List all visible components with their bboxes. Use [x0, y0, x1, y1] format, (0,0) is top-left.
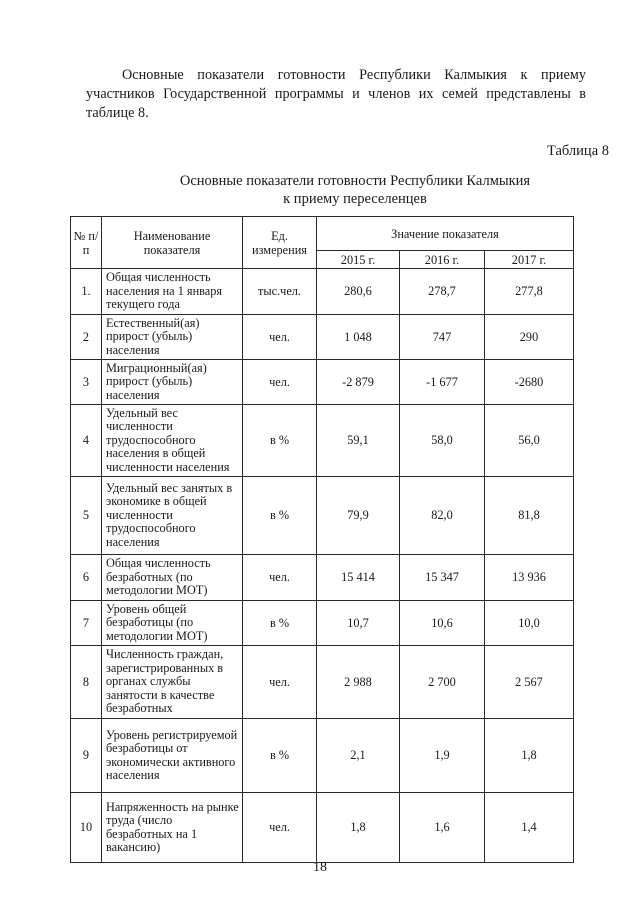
- header-year-2016: 2016 г.: [400, 251, 485, 269]
- table-label: Таблица 8: [546, 143, 609, 159]
- row-unit: чел.: [243, 315, 317, 360]
- row-value-2017: 277,8: [485, 269, 574, 315]
- row-name: Уровень общей безработицы (по методологии МОТ): [102, 601, 243, 646]
- row-value-2016: 278,7: [400, 269, 485, 315]
- row-value-2016: 1,9: [400, 719, 485, 793]
- table-row: [71, 601, 574, 646]
- header-values: Значение показателя: [317, 217, 574, 251]
- row-name: Естественный(ая) прирост (убыль) населения: [102, 315, 243, 360]
- table-row: [71, 269, 574, 315]
- row-value-2016: 2 700: [400, 646, 485, 719]
- row-unit: чел.: [243, 555, 317, 601]
- row-name: Удельный вес численности трудоспособного населения в общей численности населения: [102, 405, 243, 477]
- row-unit: чел.: [243, 793, 317, 863]
- table-row: [71, 555, 574, 601]
- table-row: [71, 719, 574, 793]
- row-value-2017: 81,8: [485, 477, 574, 555]
- header-year-2015: 2015 г.: [317, 251, 400, 269]
- indicators-table: [70, 216, 574, 863]
- page-number: 18: [313, 860, 327, 875]
- row-value-2015: 2,1: [317, 719, 400, 793]
- row-value-2016: 58,0: [400, 405, 485, 477]
- row-name: Удельный вес занятых в экономике в общей численности трудоспособного населения: [102, 477, 243, 555]
- row-value-2017: 1,4: [485, 793, 574, 863]
- row-value-2017: 56,0: [485, 405, 574, 477]
- row-num: 9: [71, 719, 102, 793]
- row-num: 5: [71, 477, 102, 555]
- table-title-line-2: к приему переселенцев: [283, 191, 427, 207]
- row-unit: чел.: [243, 360, 317, 405]
- row-num: 10: [71, 793, 102, 863]
- row-unit: в %: [243, 477, 317, 555]
- row-num: 2: [71, 315, 102, 360]
- row-value-2015: 2 988: [317, 646, 400, 719]
- row-value-2015: 1,8: [317, 793, 400, 863]
- table-row: [71, 793, 574, 863]
- header-name: Наименование показателя: [102, 217, 243, 269]
- row-value-2017: 1,8: [485, 719, 574, 793]
- header-year-2017: 2017 г.: [485, 251, 574, 269]
- row-num: 7: [71, 601, 102, 646]
- table-title: [100, 172, 610, 208]
- row-value-2015: 15 414: [317, 555, 400, 601]
- table-row: [71, 405, 574, 477]
- row-value-2017: -2680: [485, 360, 574, 405]
- row-value-2015: 280,6: [317, 269, 400, 315]
- intro-paragraph: Основные показатели готовности Республики Калмыкия к приему участников Государственной программы и членов их семей представлены в таблице 8.: [86, 67, 586, 121]
- row-num: 3: [71, 360, 102, 405]
- row-value-2017: 10,0: [485, 601, 574, 646]
- row-value-2017: 2 567: [485, 646, 574, 719]
- table-title-line-1: Основные показатели готовности Республики Калмыкия: [179, 173, 531, 189]
- row-value-2016: 10,6: [400, 601, 485, 646]
- row-num: 8: [71, 646, 102, 719]
- row-unit: чел.: [243, 646, 317, 719]
- row-value-2015: -2 879: [317, 360, 400, 405]
- row-value-2015: 1 048: [317, 315, 400, 360]
- row-name: Напряженность на рынке труда (число безработных на 1 вакансию): [102, 793, 243, 863]
- table-row: [71, 477, 574, 555]
- row-value-2015: 10,7: [317, 601, 400, 646]
- row-name: Миграционный(ая) прирост (убыль) населения: [102, 360, 243, 405]
- row-value-2017: 13 936: [485, 555, 574, 601]
- row-unit: в %: [243, 601, 317, 646]
- header-num: № п/п: [71, 217, 102, 269]
- row-value-2015: 79,9: [317, 477, 400, 555]
- row-value-2016: 82,0: [400, 477, 485, 555]
- row-unit: в %: [243, 405, 317, 477]
- table-row: [71, 360, 574, 405]
- table-row: [71, 646, 574, 719]
- row-unit: в %: [243, 719, 317, 793]
- row-name: Общая численность населения на 1 января текущего года: [102, 269, 243, 315]
- row-value-2016: -1 677: [400, 360, 485, 405]
- row-value-2015: 59,1: [317, 405, 400, 477]
- row-name: Уровень регистрируемой безработицы от экономически активного населения: [102, 719, 243, 793]
- row-unit: тыс.чел.: [243, 269, 317, 315]
- header-unit: Ед. измерения: [243, 217, 317, 269]
- row-value-2016: 747: [400, 315, 485, 360]
- row-value-2017: 290: [485, 315, 574, 360]
- row-value-2016: 15 347: [400, 555, 485, 601]
- row-num: 6: [71, 555, 102, 601]
- table-row: [71, 315, 574, 360]
- row-num: 4: [71, 405, 102, 477]
- row-name: Общая численность безработных (по методологии МОТ): [102, 555, 243, 601]
- row-value-2016: 1,6: [400, 793, 485, 863]
- row-num: 1.: [71, 269, 102, 315]
- row-name: Численность граждан, зарегистрированных в органах службы занятости в качестве безработных: [102, 646, 243, 719]
